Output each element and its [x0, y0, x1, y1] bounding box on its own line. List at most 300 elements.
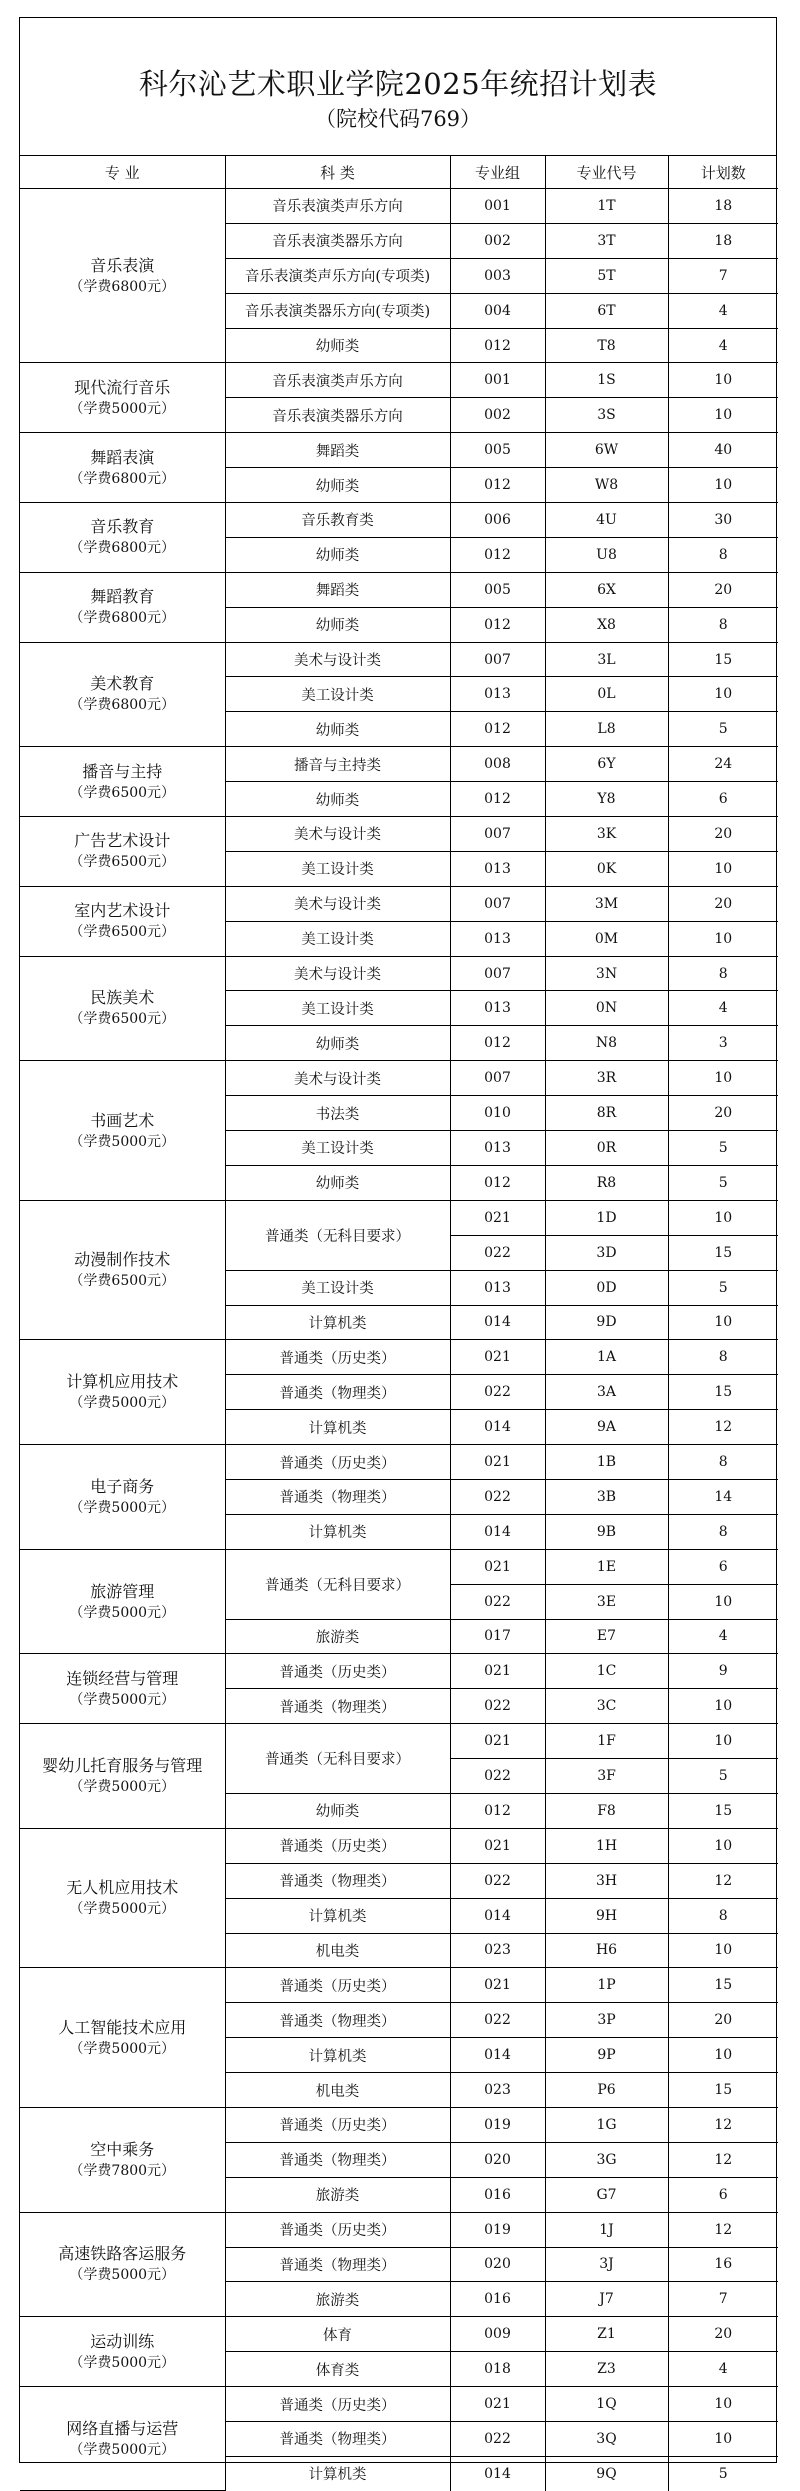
- category-cell: 幼师类: [225, 1165, 450, 1200]
- group-cell: 001: [450, 363, 545, 398]
- group-cell: 012: [450, 1793, 545, 1828]
- count-cell: 12: [668, 1410, 778, 1445]
- code-cell: 3N: [545, 956, 668, 991]
- major-cell: [20, 886, 225, 956]
- group-cell: 008: [450, 747, 545, 782]
- category-cell: 幼师类: [225, 537, 450, 572]
- major-fee: （学费5000元）: [69, 2267, 176, 2284]
- category-cell: 音乐表演类声乐方向: [225, 189, 450, 224]
- count-cell: 30: [668, 503, 778, 538]
- group-cell: 007: [450, 642, 545, 677]
- code-cell: R8: [545, 1165, 668, 1200]
- major-cell: [20, 572, 225, 642]
- major-cell: [20, 503, 225, 573]
- count-cell: 20: [668, 886, 778, 921]
- code-cell: 3R: [545, 1061, 668, 1096]
- count-cell: 15: [668, 1968, 778, 2003]
- code-cell: P6: [545, 2073, 668, 2108]
- category-cell: 普通类（历史类）: [225, 1968, 450, 2003]
- major-cell: [20, 1724, 225, 1829]
- major-cell: [20, 817, 225, 887]
- category-cell: 美术与设计类: [225, 886, 450, 921]
- major-fee: （学费5000元）: [69, 1691, 176, 1708]
- category-cell: 音乐表演类器乐方向(专项类): [225, 293, 450, 328]
- group-cell: 022: [450, 1235, 545, 1270]
- category-cell: 机电类: [225, 1933, 450, 1968]
- major-fee: （学费7800元）: [69, 2162, 176, 2179]
- count-cell: 6: [668, 1549, 778, 1584]
- major-fee: （学费6800元）: [69, 697, 176, 714]
- table-row: [20, 363, 778, 398]
- group-cell: 021: [450, 1549, 545, 1584]
- major-name: 现代流行音乐: [74, 377, 171, 397]
- table-row: [20, 1724, 778, 1759]
- count-cell: 8: [668, 956, 778, 991]
- count-cell: 12: [668, 2107, 778, 2142]
- code-cell: 9B: [545, 1514, 668, 1549]
- group-cell: 016: [450, 2177, 545, 2212]
- code-cell: 1C: [545, 1654, 668, 1689]
- major-name: 人工智能技术应用: [58, 2017, 187, 2037]
- group-cell: 006: [450, 503, 545, 538]
- code-cell: 1E: [545, 1549, 668, 1584]
- count-cell: 10: [668, 921, 778, 956]
- group-cell: 017: [450, 1619, 545, 1654]
- major-cell: [20, 2107, 225, 2212]
- major-cell: [20, 363, 225, 433]
- major-cell: [20, 1968, 225, 2108]
- count-cell: 40: [668, 433, 778, 468]
- group-cell: 021: [450, 1340, 545, 1375]
- major-name: 网络直播与运营: [66, 2418, 179, 2438]
- code-cell: 1F: [545, 1724, 668, 1759]
- code-cell: F8: [545, 1793, 668, 1828]
- category-cell: 美工设计类: [225, 1270, 450, 1305]
- count-cell: 4: [668, 991, 778, 1026]
- count-cell: 20: [668, 2003, 778, 2038]
- group-cell: 005: [450, 433, 545, 468]
- count-cell: 5: [668, 2456, 778, 2490]
- major-fee: （学费6800元）: [69, 610, 176, 627]
- code-cell: 0N: [545, 991, 668, 1026]
- major-fee: （学费6800元）: [69, 278, 176, 295]
- group-cell: 021: [450, 1654, 545, 1689]
- category-cell: 幼师类: [225, 328, 450, 363]
- group-cell: 021: [450, 1445, 545, 1480]
- major-name: 舞蹈教育: [90, 587, 155, 607]
- count-cell: 20: [668, 817, 778, 852]
- code-cell: 1Q: [545, 2387, 668, 2422]
- table-body: [20, 189, 778, 2491]
- count-cell: 10: [668, 1200, 778, 1235]
- category-cell: 普通类（历史类）: [225, 1340, 450, 1375]
- group-cell: 012: [450, 1165, 545, 1200]
- group-cell: 014: [450, 1410, 545, 1445]
- table-row: [20, 1828, 778, 1863]
- major-cell: [20, 747, 225, 817]
- group-cell: 010: [450, 1096, 545, 1131]
- count-cell: 12: [668, 1863, 778, 1898]
- category-cell: 普通类（物理类）: [225, 2422, 450, 2457]
- code-cell: G7: [545, 2177, 668, 2212]
- code-cell: Y8: [545, 782, 668, 817]
- group-cell: 014: [450, 1514, 545, 1549]
- count-cell: 8: [668, 1445, 778, 1480]
- code-cell: 1G: [545, 2107, 668, 2142]
- table-row: [20, 189, 778, 224]
- category-cell: 普通类（物理类）: [225, 1479, 450, 1514]
- group-cell: 018: [450, 2352, 545, 2387]
- count-cell: 4: [668, 328, 778, 363]
- group-cell: 013: [450, 677, 545, 712]
- major-name: 书画艺术: [90, 1110, 155, 1130]
- table-row: [20, 956, 778, 991]
- count-cell: 6: [668, 782, 778, 817]
- category-cell: 普通类（物理类）: [225, 1689, 450, 1724]
- code-cell: 0L: [545, 677, 668, 712]
- count-cell: 12: [668, 2142, 778, 2177]
- category-cell: 计算机类: [225, 1898, 450, 1933]
- document-header: [20, 18, 776, 156]
- group-cell: 020: [450, 2142, 545, 2177]
- code-cell: 5T: [545, 258, 668, 293]
- code-cell: 1D: [545, 1200, 668, 1235]
- major-cell: [20, 956, 225, 1061]
- group-cell: 021: [450, 1200, 545, 1235]
- major-fee: （学费6500元）: [69, 784, 176, 801]
- enrollment-plan-document: [19, 17, 777, 2484]
- group-cell: 012: [450, 328, 545, 363]
- table-row: [20, 2212, 778, 2247]
- count-cell: 6: [668, 2177, 778, 2212]
- group-cell: 002: [450, 223, 545, 258]
- count-cell: 20: [668, 2317, 778, 2352]
- code-cell: 3L: [545, 642, 668, 677]
- category-cell: 计算机类: [225, 1410, 450, 1445]
- code-cell: 3J: [545, 2247, 668, 2282]
- major-cell: [20, 1828, 225, 1968]
- table-row: [20, 1445, 778, 1480]
- header-code: 专业代号: [545, 156, 668, 189]
- group-cell: 023: [450, 1933, 545, 1968]
- count-cell: 7: [668, 2282, 778, 2317]
- code-cell: 3T: [545, 223, 668, 258]
- count-cell: 24: [668, 747, 778, 782]
- category-cell: 音乐表演类声乐方向(专项类): [225, 258, 450, 293]
- category-cell: 普通类（物理类）: [225, 2142, 450, 2177]
- category-cell: 幼师类: [225, 782, 450, 817]
- count-cell: 18: [668, 189, 778, 224]
- group-cell: 007: [450, 956, 545, 991]
- group-cell: 001: [450, 189, 545, 224]
- group-cell: 012: [450, 712, 545, 747]
- category-cell: 幼师类: [225, 607, 450, 642]
- category-cell: 书法类: [225, 1096, 450, 1131]
- major-cell: [20, 2387, 225, 2491]
- table-header-row: [20, 156, 778, 189]
- group-cell: 022: [450, 2422, 545, 2457]
- count-cell: 10: [668, 1933, 778, 1968]
- major-cell: [20, 1445, 225, 1550]
- table-row: [20, 1654, 778, 1689]
- code-cell: 9H: [545, 1898, 668, 1933]
- major-fee: （学费6500元）: [69, 924, 176, 941]
- code-cell: 1A: [545, 1340, 668, 1375]
- major-fee: （学费6800元）: [69, 540, 176, 557]
- group-cell: 012: [450, 537, 545, 572]
- category-cell: 体育: [225, 2317, 450, 2352]
- major-name: 音乐教育: [90, 517, 155, 537]
- code-cell: 1S: [545, 363, 668, 398]
- count-cell: 10: [668, 363, 778, 398]
- count-cell: 8: [668, 1340, 778, 1375]
- category-cell: 美工设计类: [225, 1131, 450, 1166]
- code-cell: 3E: [545, 1584, 668, 1619]
- major-fee: （学费5000元）: [69, 1901, 176, 1918]
- count-cell: 10: [668, 2387, 778, 2422]
- group-cell: 012: [450, 1026, 545, 1061]
- table-row: [20, 433, 778, 468]
- category-cell: 普通类（历史类）: [225, 1445, 450, 1480]
- code-cell: 8R: [545, 1096, 668, 1131]
- table-row: [20, 1340, 778, 1375]
- category-cell: 幼师类: [225, 712, 450, 747]
- header-major: 专 业: [20, 156, 225, 189]
- table-row: [20, 503, 778, 538]
- count-cell: 15: [668, 2073, 778, 2108]
- group-cell: 022: [450, 1479, 545, 1514]
- code-cell: 9A: [545, 1410, 668, 1445]
- table-row: [20, 817, 778, 852]
- count-cell: 15: [668, 1375, 778, 1410]
- code-cell: 6T: [545, 293, 668, 328]
- count-cell: 10: [668, 1584, 778, 1619]
- category-cell: 播音与主持类: [225, 747, 450, 782]
- count-cell: 12: [668, 2212, 778, 2247]
- major-fee: （学费5000元）: [69, 2040, 176, 2057]
- count-cell: 3: [668, 1026, 778, 1061]
- group-cell: 021: [450, 1968, 545, 2003]
- code-cell: L8: [545, 712, 668, 747]
- major-cell: [20, 1340, 225, 1445]
- group-cell: 022: [450, 1584, 545, 1619]
- category-cell: 旅游类: [225, 2282, 450, 2317]
- code-cell: 0R: [545, 1131, 668, 1166]
- group-cell: 009: [450, 2317, 545, 2352]
- code-cell: 0K: [545, 851, 668, 886]
- group-cell: 019: [450, 2212, 545, 2247]
- code-cell: 0D: [545, 1270, 668, 1305]
- table-row: [20, 1200, 778, 1235]
- count-cell: 10: [668, 468, 778, 503]
- category-cell: 美术与设计类: [225, 1061, 450, 1096]
- category-cell: 普通类（无科目要求）: [225, 1549, 450, 1619]
- category-cell: 音乐表演类器乐方向: [225, 223, 450, 258]
- count-cell: 10: [668, 2422, 778, 2457]
- group-cell: 022: [450, 1689, 545, 1724]
- category-cell: 美工设计类: [225, 851, 450, 886]
- count-cell: 7: [668, 258, 778, 293]
- table-row: [20, 2387, 778, 2422]
- code-cell: 6W: [545, 433, 668, 468]
- group-cell: 020: [450, 2247, 545, 2282]
- enrollment-plan-table: [20, 156, 778, 2491]
- code-cell: 3F: [545, 1759, 668, 1794]
- major-fee: （学费5000元）: [69, 1395, 176, 1412]
- major-name: 电子商务: [90, 1476, 155, 1496]
- major-cell: [20, 189, 225, 363]
- category-cell: 计算机类: [225, 1514, 450, 1549]
- count-cell: 18: [668, 223, 778, 258]
- category-cell: 普通类（物理类）: [225, 1375, 450, 1410]
- category-cell: 普通类（历史类）: [225, 2212, 450, 2247]
- major-cell: [20, 1654, 225, 1724]
- code-cell: 3S: [545, 398, 668, 433]
- code-cell: 3P: [545, 2003, 668, 2038]
- group-cell: 021: [450, 2387, 545, 2422]
- group-cell: 021: [450, 1828, 545, 1863]
- count-cell: 10: [668, 1689, 778, 1724]
- code-cell: X8: [545, 607, 668, 642]
- count-cell: 5: [668, 1165, 778, 1200]
- category-cell: 普通类（历史类）: [225, 2107, 450, 2142]
- major-name: 连锁经营与管理: [66, 1668, 179, 1688]
- category-cell: 计算机类: [225, 2038, 450, 2073]
- count-cell: 5: [668, 1759, 778, 1794]
- count-cell: 4: [668, 293, 778, 328]
- count-cell: 5: [668, 1131, 778, 1166]
- code-cell: 3A: [545, 1375, 668, 1410]
- count-cell: 10: [668, 677, 778, 712]
- group-cell: 003: [450, 258, 545, 293]
- count-cell: 15: [668, 1235, 778, 1270]
- category-cell: 幼师类: [225, 468, 450, 503]
- major-name: 广告艺术设计: [74, 831, 171, 851]
- group-cell: 004: [450, 293, 545, 328]
- category-cell: 美工设计类: [225, 991, 450, 1026]
- group-cell: 014: [450, 1898, 545, 1933]
- major-name: 空中乘务: [90, 2139, 155, 2159]
- code-cell: 6Y: [545, 747, 668, 782]
- major-name: 室内艺术设计: [74, 901, 171, 921]
- major-name: 动漫制作技术: [74, 1250, 171, 1270]
- category-cell: 旅游类: [225, 2177, 450, 2212]
- code-cell: Z3: [545, 2352, 668, 2387]
- category-cell: 普通类（物理类）: [225, 1863, 450, 1898]
- code-cell: 3K: [545, 817, 668, 852]
- code-cell: 9P: [545, 2038, 668, 2073]
- table-row: [20, 572, 778, 607]
- code-cell: 3C: [545, 1689, 668, 1724]
- category-cell: 美术与设计类: [225, 956, 450, 991]
- group-cell: 022: [450, 1759, 545, 1794]
- major-fee: （学费5000元）: [69, 1133, 176, 1150]
- count-cell: 10: [668, 851, 778, 886]
- group-cell: 022: [450, 2003, 545, 2038]
- major-name: 音乐表演: [90, 255, 155, 275]
- group-cell: 007: [450, 817, 545, 852]
- category-cell: 机电类: [225, 2073, 450, 2108]
- table-row: [20, 1061, 778, 1096]
- count-cell: 8: [668, 1514, 778, 1549]
- group-cell: 021: [450, 1724, 545, 1759]
- major-cell: [20, 642, 225, 747]
- count-cell: 8: [668, 1898, 778, 1933]
- code-cell: 1J: [545, 2212, 668, 2247]
- code-cell: 1P: [545, 1968, 668, 2003]
- count-cell: 8: [668, 607, 778, 642]
- category-cell: 计算机类: [225, 2456, 450, 2490]
- code-cell: 3Q: [545, 2422, 668, 2457]
- category-cell: 体育类: [225, 2352, 450, 2387]
- code-cell: 1B: [545, 1445, 668, 1480]
- count-cell: 14: [668, 1479, 778, 1514]
- group-cell: 019: [450, 2107, 545, 2142]
- code-cell: 3G: [545, 2142, 668, 2177]
- group-cell: 014: [450, 2456, 545, 2490]
- category-cell: 普通类（历史类）: [225, 1654, 450, 1689]
- major-fee: （学费6500元）: [69, 1011, 176, 1028]
- category-cell: 音乐表演类声乐方向: [225, 363, 450, 398]
- group-cell: 013: [450, 991, 545, 1026]
- major-fee: （学费5000元）: [69, 2354, 176, 2371]
- group-cell: 014: [450, 1305, 545, 1340]
- major-name: 无人机应用技术: [66, 1878, 179, 1898]
- group-cell: 002: [450, 398, 545, 433]
- major-cell: [20, 2212, 225, 2317]
- category-cell: 美工设计类: [225, 921, 450, 956]
- major-fee: （学费6500元）: [69, 854, 176, 871]
- code-cell: N8: [545, 1026, 668, 1061]
- count-cell: 15: [668, 642, 778, 677]
- code-cell: E7: [545, 1619, 668, 1654]
- major-fee: （学费5000元）: [69, 400, 176, 417]
- category-cell: 舞蹈类: [225, 433, 450, 468]
- count-cell: 4: [668, 2352, 778, 2387]
- major-fee: （学费5000元）: [69, 1779, 176, 1796]
- table-row: [20, 2107, 778, 2142]
- category-cell: 普通类（无科目要求）: [225, 1724, 450, 1794]
- code-cell: 4U: [545, 503, 668, 538]
- group-cell: 023: [450, 2073, 545, 2108]
- group-cell: 007: [450, 886, 545, 921]
- major-fee: （学费5000元）: [69, 1499, 176, 1516]
- group-cell: 016: [450, 2282, 545, 2317]
- code-cell: J7: [545, 2282, 668, 2317]
- count-cell: 10: [668, 1828, 778, 1863]
- count-cell: 20: [668, 572, 778, 607]
- count-cell: 8: [668, 537, 778, 572]
- code-cell: T8: [545, 328, 668, 363]
- count-cell: 4: [668, 1619, 778, 1654]
- count-cell: 9: [668, 1654, 778, 1689]
- category-cell: 普通类（历史类）: [225, 1828, 450, 1863]
- category-cell: 幼师类: [225, 1793, 450, 1828]
- major-name: 播音与主持: [82, 761, 163, 781]
- code-cell: 1H: [545, 1828, 668, 1863]
- category-cell: 计算机类: [225, 1305, 450, 1340]
- count-cell: 10: [668, 398, 778, 433]
- code-cell: W8: [545, 468, 668, 503]
- header-category: 科 类: [225, 156, 450, 189]
- group-cell: 012: [450, 782, 545, 817]
- count-cell: 10: [668, 1724, 778, 1759]
- major-fee: （学费5000元）: [69, 1604, 176, 1621]
- count-cell: 20: [668, 1096, 778, 1131]
- code-cell: Z1: [545, 2317, 668, 2352]
- category-cell: 美术与设计类: [225, 817, 450, 852]
- major-name: 舞蹈表演: [90, 447, 155, 467]
